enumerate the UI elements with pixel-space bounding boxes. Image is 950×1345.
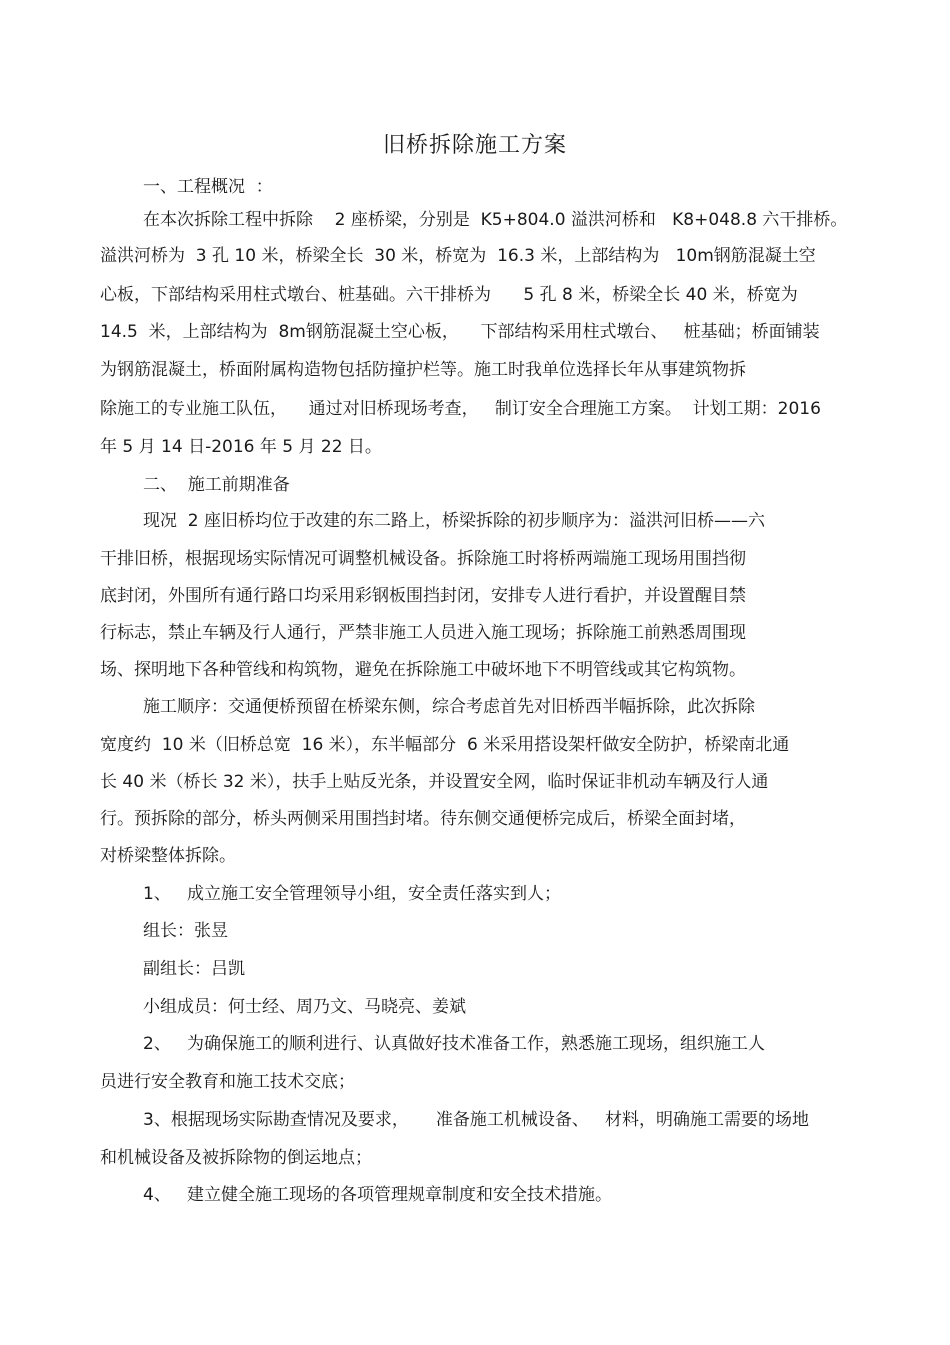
body-line: 为钢筋混凝土，桥面附属构造物包括防撞护栏等。施工时我单位选择长年从事建筑物拆 [100,360,746,380]
body-line: 施工顺序：交通便桥预留在桥梁东侧，综合考虑首先对旧桥西半幅拆除，此次拆除 [143,697,755,717]
team-leader: 组长：张昱 [143,921,228,941]
body-line: 底封闭，外围所有通行路口均采用彩钢板围挡封闭，安排专人进行看护，并设置醒目禁 [100,586,746,606]
section-heading-1: 一、工程概况 ： [143,177,273,197]
body-line: 年 5 月 14 日-2016 年 5 月 22 日。 [100,437,382,457]
body-line: 现况 2 座旧桥均位于改建的东二路上，桥梁拆除的初步顺序为：溢洪河旧桥——六 [143,511,766,531]
body-line: 行标志，禁止车辆及行人通行，严禁非施工人员进入施工现场；拆除施工前熟悉周围现 [100,623,746,643]
body-line: 场、探明地下各种管线和构筑物，避免在拆除施工中破坏地下不明管线或其它构筑物。 [100,660,746,680]
section-heading-2: 二、 施工前期准备 [143,475,290,495]
body-line: 长 40 米（桥长 32 米），扶手上贴反光条，并设置安全网，临时保证非机动车辆及行人通 [100,772,769,792]
body-line: 对桥梁整体拆除。 [100,846,236,866]
list-item-3: 3、根据现场实际勘查情况及要求， 准备施工机械设备、 材料，明确施工需要的场地 [143,1110,810,1130]
list-item-1: 1、 成立施工安全管理领导小组，安全责任落实到人； [143,884,562,904]
body-line: 在本次拆除工程中拆除 2 座桥梁，分别是 K5+804.0 溢洪河桥和 K8+048.8 六干排桥。 [143,210,848,230]
body-line: 14.5 米，上部结构为 8m钢筋混凝土空心板， 下部结构采用柱式墩台、 桩基础；桥面铺装 [100,322,820,342]
list-item-2: 2、 为确保施工的顺利进行、认真做好技术准备工作，熟悉施工现场，组织施工人 [143,1034,766,1054]
team-members: 小组成员：何士经、周乃文、马晓亮、姜斌 [143,997,466,1017]
body-line: 心板，下部结构采用柱式墩台、桩基础。六干排桥为 5 孔 8 米，桥梁全长 40 米，桥宽为 [100,285,798,305]
list-item-4: 4、 建立健全施工现场的各项管理规章制度和安全技术措施。 [143,1185,613,1205]
body-line: 和机械设备及被拆除物的倒运地点； [100,1148,372,1168]
body-line: 行。预拆除的部分，桥头两侧采用围挡封堵。待东侧交通便桥完成后，桥梁全面封堵， [100,809,746,829]
body-line: 除施工的专业施工队伍， 通过对旧桥现场考查， 制订安全合理施工方案。 计划工期：2016 [100,399,821,419]
team-deputy-leader: 副组长：吕凯 [143,959,245,979]
document-title: 旧桥拆除施工方案 [382,133,567,158]
body-line: 溢洪河桥为 3 孔 10 米，桥梁全长 30 米，桥宽为 16.3 米，上部结构为 10m钢筋混凝土空 [100,246,816,266]
body-line: 员进行安全教育和施工技术交底； [100,1072,355,1092]
body-line: 干排旧桥，根据现场实际情况可调整机械设备。拆除施工时将桥两端施工现场用围挡彻 [100,549,746,569]
body-line: 宽度约 10 米（旧桥总宽 16 米），东半幅部分 6 米采用搭设架杆做安全防护，桥梁南北通 [100,735,790,755]
